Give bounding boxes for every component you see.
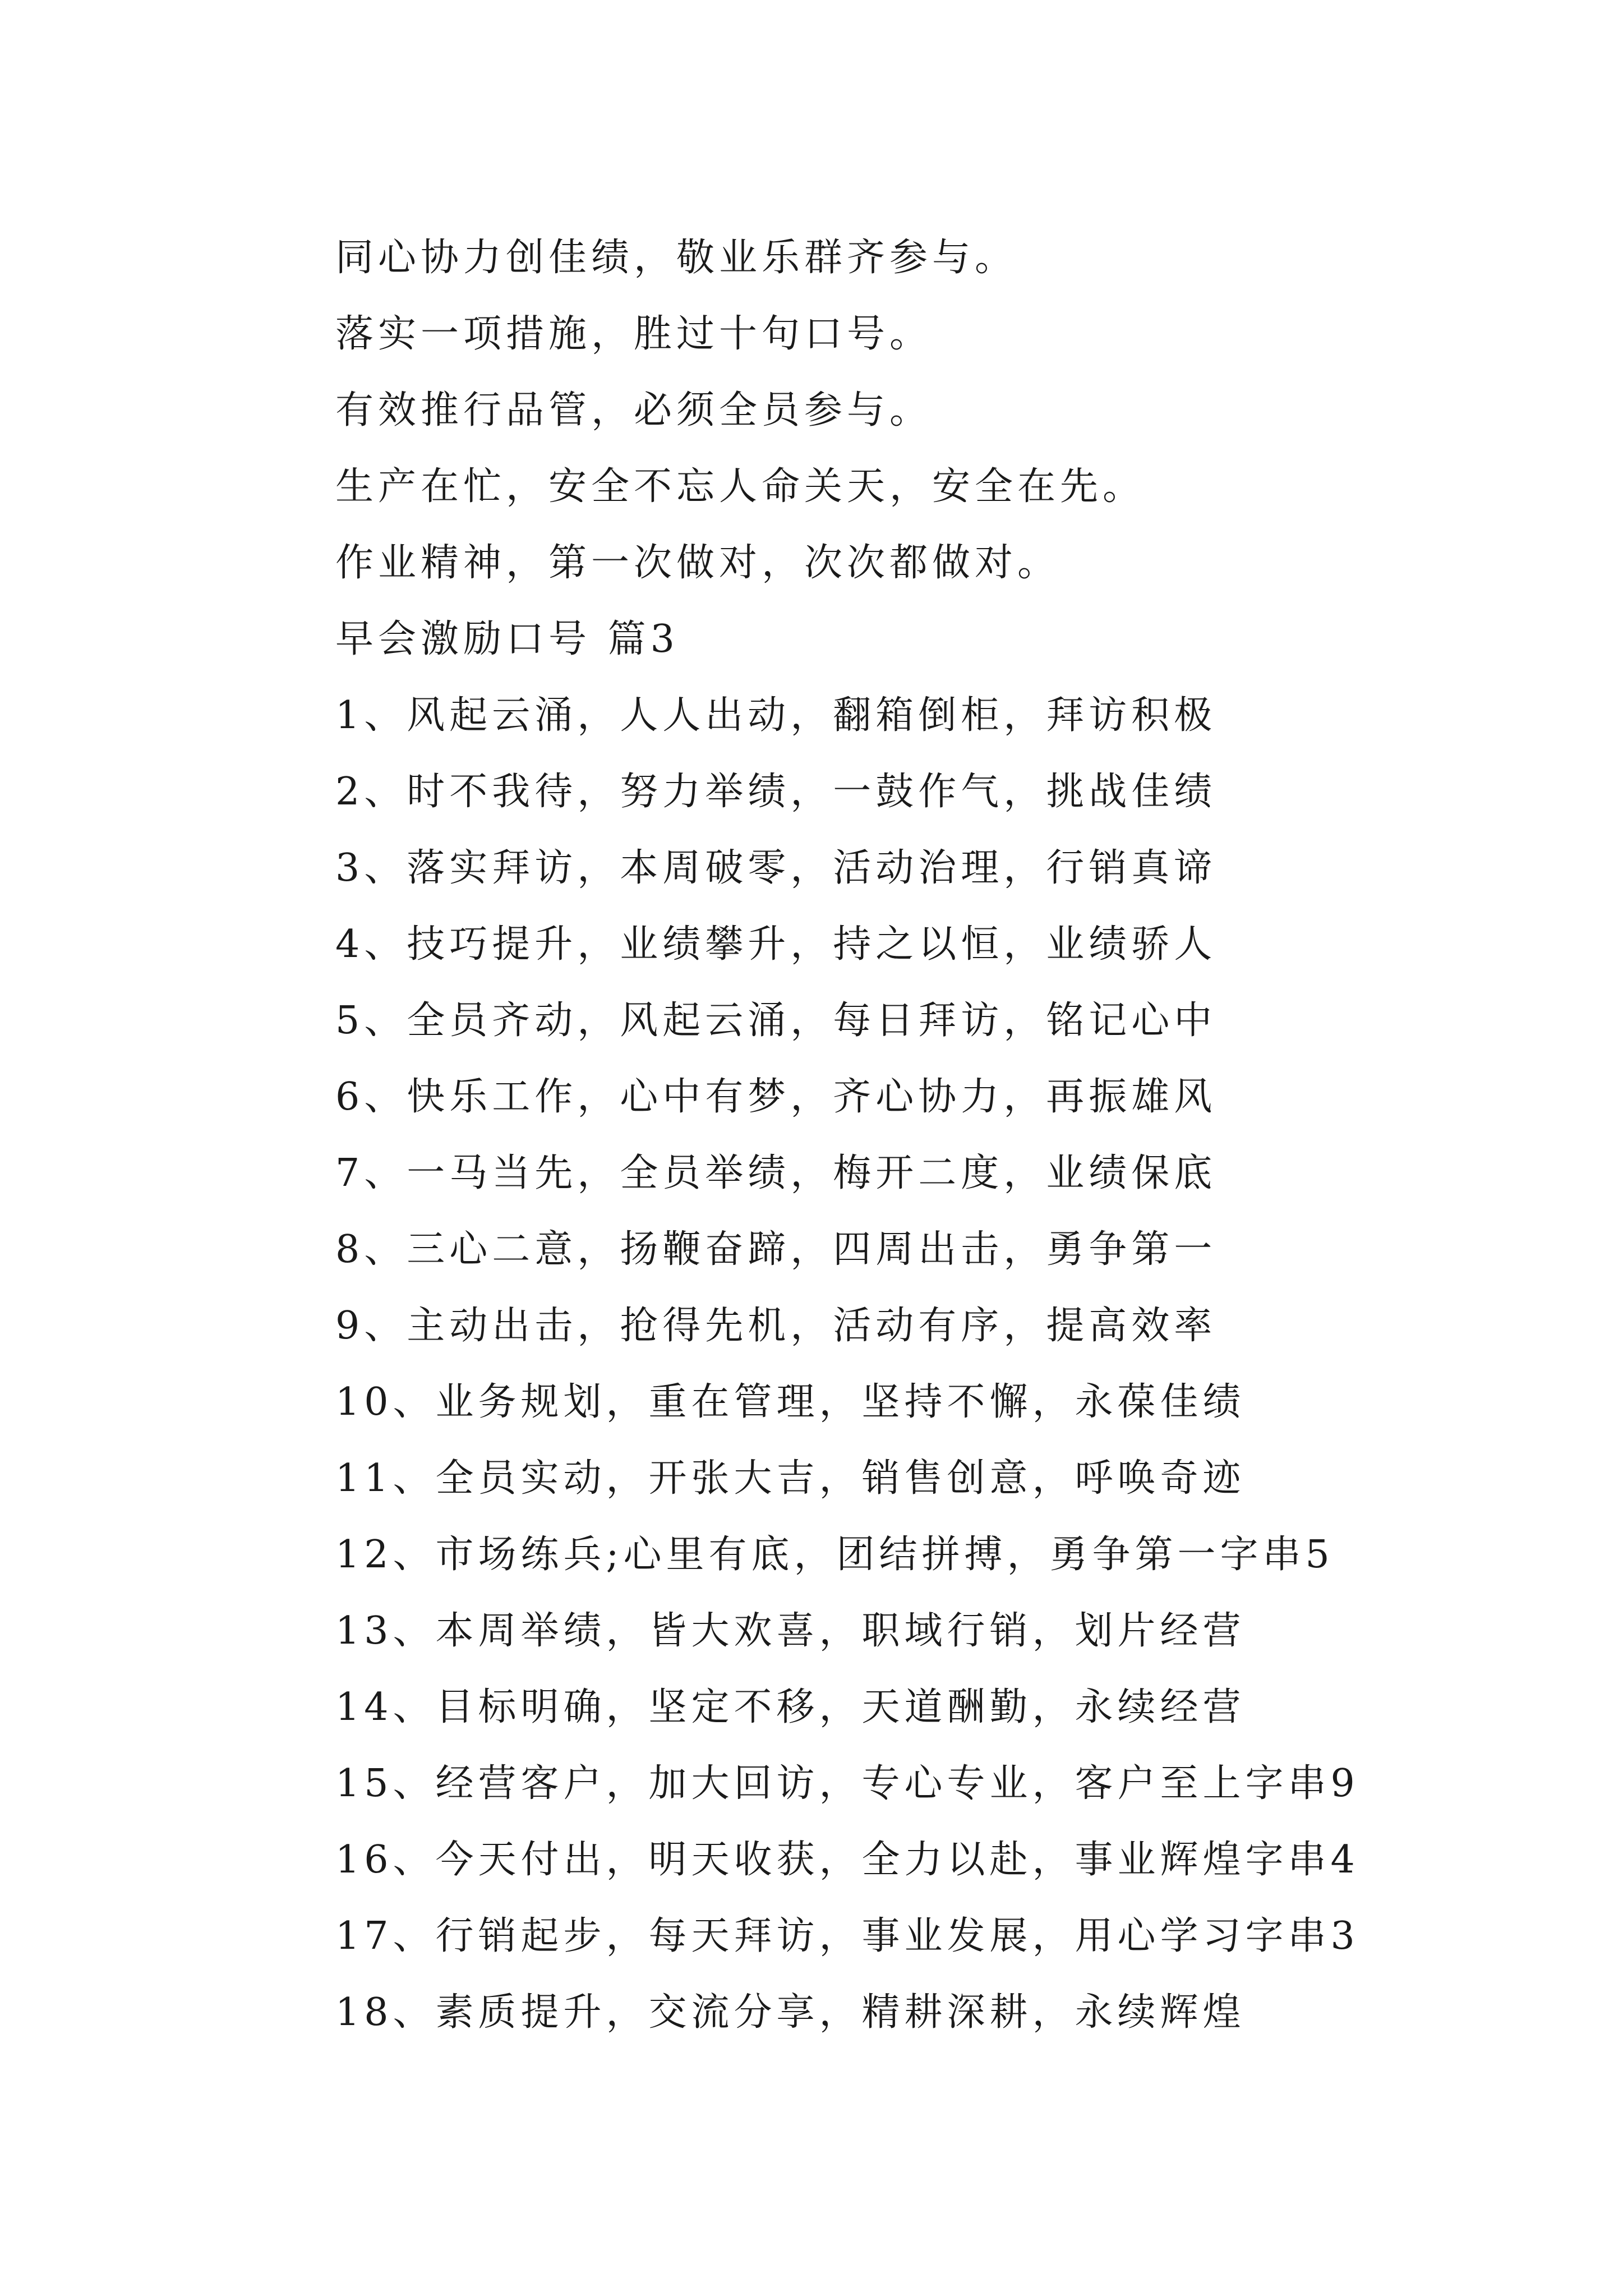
text-line: 作业精神，第一次做对，次次都做对。 (335, 541, 1061, 585)
list-item: 10、业务规划，重在管理，坚持不懈，永葆佳绩 (335, 1380, 1246, 1424)
text-line: 有效推行品管，必须全员参与。 (335, 388, 933, 432)
list-item: 16、今天付出，明天收获，全力以赴，事业辉煌字串4 (335, 1838, 1359, 1882)
list-item: 11、全员实动，开张大吉，销售创意，呼唤奇迹 (335, 1456, 1246, 1501)
text-line: 落实一项措施，胜过十句口号。 (335, 312, 933, 356)
list-item: 13、本周举绩，皆大欢喜，职域行销，划片经营 (335, 1609, 1246, 1653)
list-item: 12、市场练兵;心里有底，团结拼搏，勇争第一字串5 (335, 1533, 1334, 1577)
section-heading: 早会激励口号 篇3 (335, 617, 679, 661)
list-item: 9、主动出击，抢得先机，活动有序，提高效率 (335, 1304, 1217, 1348)
list-item: 18、素质提升，交流分享，精耕深耕，永续辉煌 (335, 1990, 1246, 2035)
list-item: 14、目标明确，坚定不移，天道酬勤，永续经营 (335, 1685, 1246, 1729)
text-line: 生产在忙，安全不忘人命关天，安全在先。 (335, 464, 1146, 509)
list-item: 3、落实拜访，本周破零，活动治理，行销真谛 (335, 846, 1217, 890)
list-item: 5、全员齐动，风起云涌，每日拜访，铭记心中 (335, 999, 1217, 1043)
list-item: 7、一马当先，全员举绩，梅开二度，业绩保底 (335, 1151, 1217, 1195)
list-item: 4、技巧提升，业绩攀升，持之以恒，业绩骄人 (335, 922, 1217, 967)
list-item: 6、快乐工作，心中有梦，齐心协力，再振雄风 (335, 1075, 1217, 1119)
text-line: 同心协力创佳绩，敬业乐群齐参与。 (335, 236, 1018, 280)
document-body (335, 220, 1569, 2051)
list-item: 1、风起云涌，人人出动，翻箱倒柜，拜访积极 (335, 693, 1217, 738)
list-item: 2、时不我待，努力举绩，一鼓作气，挑战佳绩 (335, 770, 1217, 814)
list-item: 17、行销起步，每天拜访，事业发展，用心学习字串3 (335, 1914, 1359, 1958)
list-item: 15、经营客户，加大回访，专心专业，客户至上字串9 (335, 1761, 1359, 1806)
list-item: 8、三心二意，扬鞭奋蹄，四周出击，勇争第一 (335, 1227, 1217, 1272)
